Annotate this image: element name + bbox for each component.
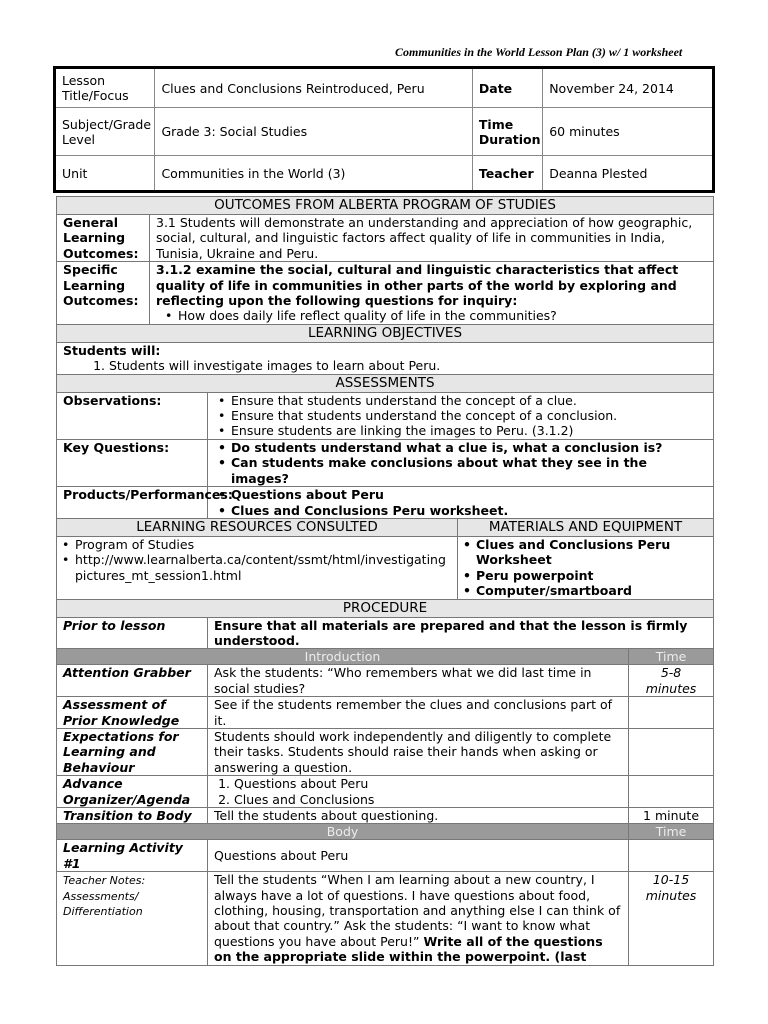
specific-outcomes-cell [150,262,714,325]
prior-to-lesson-label: Prior to lesson [57,617,208,649]
learning-activity-time [629,840,714,872]
body-bar: Body [57,824,629,840]
observation-item: • Ensure that students understand the concept of a conclusion. [231,408,707,423]
date-value: November 24, 2014 [543,68,714,108]
product-item: • Questions about Peru [231,487,707,502]
objective-item: 1. Students will investigate images to learn about Peru. [109,358,707,373]
lesson-plan-table [56,196,714,966]
attention-time: 5-8 minutes [629,665,714,697]
agenda-item: 2. Clues and Conclusions [234,792,622,807]
procedure-heading: PROCEDURE [57,599,714,617]
materials-cell [458,536,714,599]
general-outcomes-label: General Learning Outcomes: [57,215,150,262]
time-duration-label: Time Duration [472,108,542,156]
resource-item: • Program of Studies [75,537,451,552]
material-item: • Peru powerpoint [476,568,707,583]
material-item: • Clues and Conclusions Peru Worksheet [476,537,707,568]
outcomes-heading: OUTCOMES FROM ALBERTA PROGRAM OF STUDIES [57,197,714,215]
expectations-time [629,728,714,775]
transition-text: Tell the students about questioning. [208,808,629,824]
assessment-prior-text: See if the students remember the clues and conclusions part of it. [208,697,629,729]
general-outcomes-text: 3.1 Students will demonstrate an understanding and appreciation of how geographic, social, cultural, and linguistic factors affect quality of life in communities in India, Tunisia, Ukraine and Peru. [150,215,714,262]
products-label: Products/Performances: [57,487,208,519]
learning-activity-text: Questions about Peru [208,840,629,872]
teacher-notes-text: Tell the students “When I am learning about a new country, I always have a lot of questions. I have questions about food, clothing, housing, transportation and anything else I can think of about that country.” Ask the students: “I want to know what questions you have about Peru!” [214,872,621,949]
lesson-title-label: Lesson Title/Focus [55,68,155,108]
products-cell [208,487,714,519]
objectives-heading: LEARNING OBJECTIVES [57,324,714,342]
introduction-bar: Introduction [57,649,629,665]
specific-outcomes-label: Specific Learning Outcomes: [57,262,150,325]
lesson-info-table [53,66,715,193]
resources-cell [57,536,458,599]
objectives-cell [57,342,714,374]
advance-organizer-label: Advance Organizer/Agenda [57,776,208,808]
key-question-item: • Can students make conclusions about what they see in the images? [231,455,707,486]
assessment-prior-label: Assessment of Prior Knowledge [57,697,208,729]
teacher-value: Deanna Plested [543,156,714,192]
body-time-bar: Time [629,824,714,840]
subject-value: Grade 3: Social Studies [155,108,472,156]
document-header-title: Communities in the World Lesson Plan (3) w/ 1 worksheet [395,45,683,59]
key-questions-label: Key Questions: [57,439,208,486]
teacher-notes-cell [208,872,629,965]
resources-heading: LEARNING RESOURCES CONSULTED [57,518,458,536]
agenda-item: 1. Questions about Peru [234,776,622,791]
subject-label: Subject/Grade Level [55,108,155,156]
advance-organizer-time [629,776,714,808]
attention-grabber-text: Ask the students: “Who remembers what we did last time in social studies? [208,665,629,697]
unit-label: Unit [55,156,155,192]
learning-activity-label: Learning Activity #1 [57,840,208,872]
time-duration-value: 60 minutes [543,108,714,156]
material-item: • Computer/smartboard [476,583,707,598]
specific-outcomes-text: 3.1.2 examine the social, cultural and linguistic characteristics that affect quality of life in communities in other parts of the world by exploring and reflecting upon the following questions for inquiry: [156,262,679,309]
date-label: Date [472,68,542,108]
product-item: • Clues and Conclusions Peru worksheet. [231,503,707,518]
transition-label: Transition to Body [57,808,208,824]
objectives-intro: Students will: [63,342,161,358]
assessment-prior-time [629,697,714,729]
observations-label: Observations: [57,392,208,439]
key-questions-cell [208,439,714,486]
unit-value: Communities in the World (3) [155,156,472,192]
key-question-item: • Do students understand what a clue is, what a conclusion is? [231,440,707,455]
observations-cell [208,392,714,439]
expectations-text: Students should work independently and diligently to complete their tasks. Students should raise their hands when asking or answering a question. [208,728,629,775]
teacher-notes-time: 10-15 minutes [629,872,714,965]
teacher-notes-bold: Write all of the questions on the appropriate slide within the powerpoint. (last [214,933,603,965]
teacher-label: Teacher [472,156,542,192]
attention-grabber-label: Attention Grabber [57,665,208,697]
observation-item: • Ensure that students understand the concept of a clue. [231,393,707,408]
specific-outcomes-bullet: • How does daily life reflect quality of life in the communities? [178,308,707,323]
teacher-notes-label: Teacher Notes: Assessments/ Differentiation [57,872,208,965]
lesson-title-value: Clues and Conclusions Reintroduced, Peru [155,68,472,108]
transition-time: 1 minute [629,808,714,824]
assessments-heading: ASSESSMENTS [57,374,714,392]
resource-link[interactable]: • http://www.learnalberta.ca/content/ssmt/html/investigatingpictures_mt_session1.html [75,552,451,583]
intro-time-bar: Time [629,649,714,665]
advance-organizer-cell [208,776,629,808]
prior-to-lesson-text: Ensure that all materials are prepared and that the lesson is firmly understood. [208,617,714,649]
observation-item: • Ensure students are linking the images to Peru. (3.1.2) [231,423,707,438]
expectations-label: Expectations for Learning and Behaviour [57,728,208,775]
materials-heading: MATERIALS AND EQUIPMENT [458,518,714,536]
